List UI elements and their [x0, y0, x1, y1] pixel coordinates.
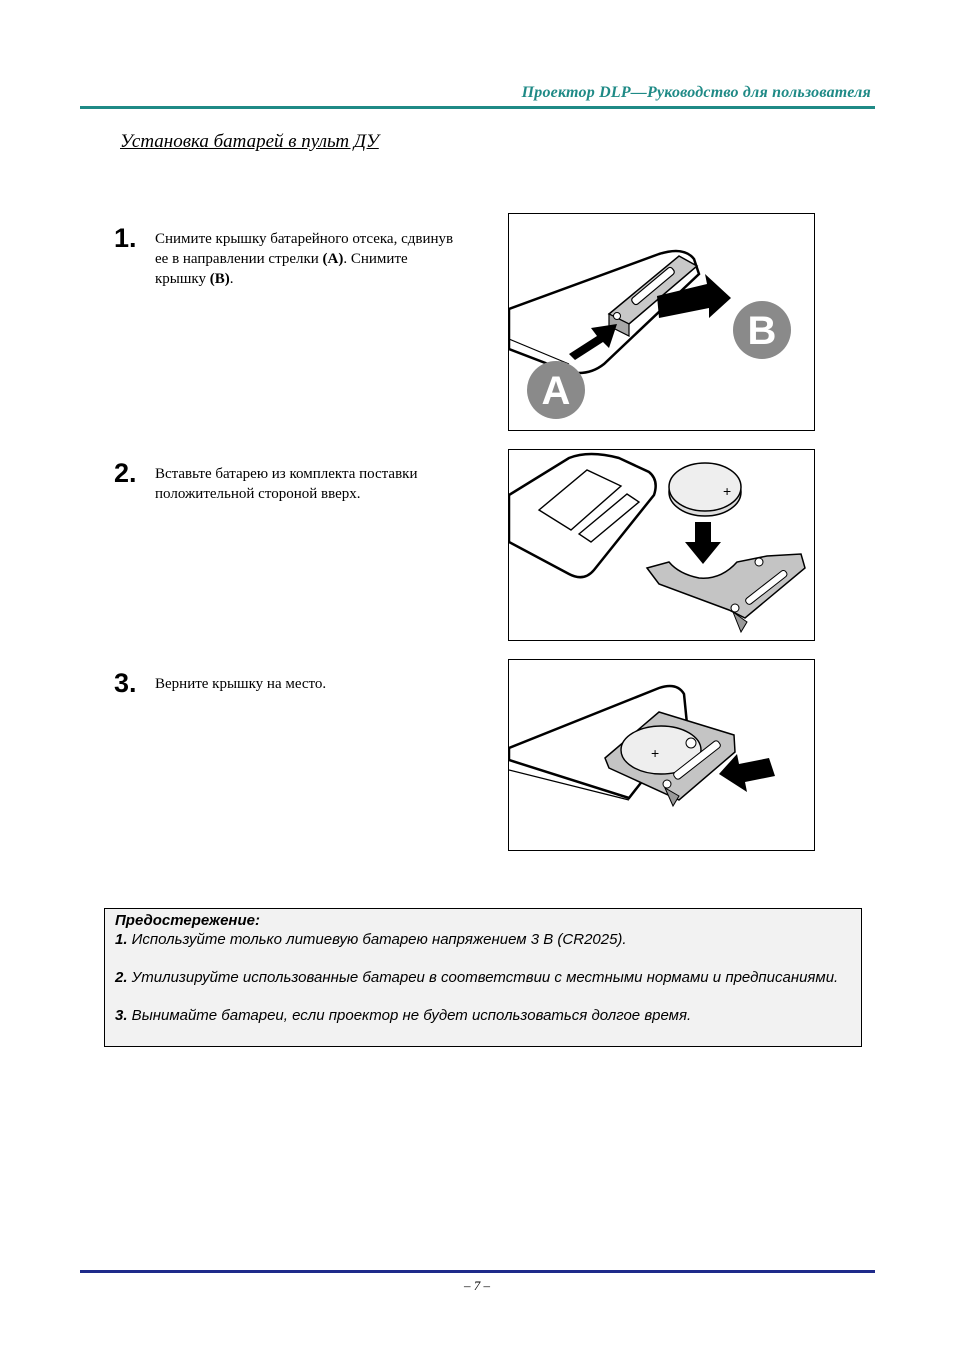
caution-title: Предостережение:	[115, 912, 260, 929]
header-title: Проектор DLP—Руководство для пользователя	[521, 84, 871, 101]
caution-item-1-num: 1.	[115, 931, 128, 948]
battery-tray-icon	[647, 554, 805, 632]
remote-open-cover-illustration	[509, 214, 814, 430]
page-number: – 7 –	[464, 1278, 490, 1293]
svg-text:+: +	[651, 745, 660, 761]
header-rule	[80, 106, 875, 109]
remote-close-cover-illustration	[509, 660, 814, 850]
caution-item-2	[115, 968, 851, 987]
step-3-number: 3.	[114, 668, 137, 698]
coin-battery-icon	[669, 463, 741, 516]
footer-rule	[80, 1270, 875, 1273]
push-arrow-icon	[719, 754, 775, 792]
caution-item-1-text: Используйте только литиевую батарею напряжением 3 В (CR2025).	[127, 931, 627, 948]
label-b-text: B	[747, 309, 777, 353]
step-3-figure	[508, 659, 815, 851]
step-2-text: Вставьте батарею из комплекта поставки положительной стороной вверх.	[155, 466, 418, 502]
label-a-text: A	[541, 369, 571, 413]
step-1-figure	[508, 213, 815, 431]
remote-insert-battery-illustration	[509, 450, 814, 640]
caution-item-1	[115, 930, 851, 949]
step-1-number: 1.	[114, 223, 137, 253]
caution-box	[104, 908, 862, 1047]
step-1-text-mid: . Снимите крышку	[155, 251, 408, 287]
step-1-text-after: .	[229, 271, 234, 287]
step-3-text: Верните крышку на место.	[155, 676, 327, 692]
caution-item-3-text: Вынимайте батареи, если проектор не будет использоваться долгое время.	[127, 1007, 692, 1024]
step-2-figure	[508, 449, 815, 641]
svg-text:+: +	[723, 483, 732, 499]
caution-item-3	[115, 1006, 851, 1025]
caution-item-2-num: 2.	[115, 969, 128, 986]
step-1-label-a: (A)	[322, 251, 344, 267]
step-1-text-before: Снимите крышку батарейного отсека, сдвинув ее в направлении стрелки	[155, 231, 454, 267]
down-arrow-icon	[685, 522, 721, 564]
step-1-label-b: (B)	[209, 271, 230, 287]
caution-item-3-num: 3.	[115, 1007, 128, 1024]
section-title: Установка батарей в пульт ДУ	[120, 131, 379, 152]
step-1-text	[155, 229, 455, 289]
step-2-number: 2.	[114, 458, 137, 488]
caution-item-2-text: Утилизируйте использованные батареи в соответствии с местными нормами и предписаниями.	[127, 969, 839, 986]
